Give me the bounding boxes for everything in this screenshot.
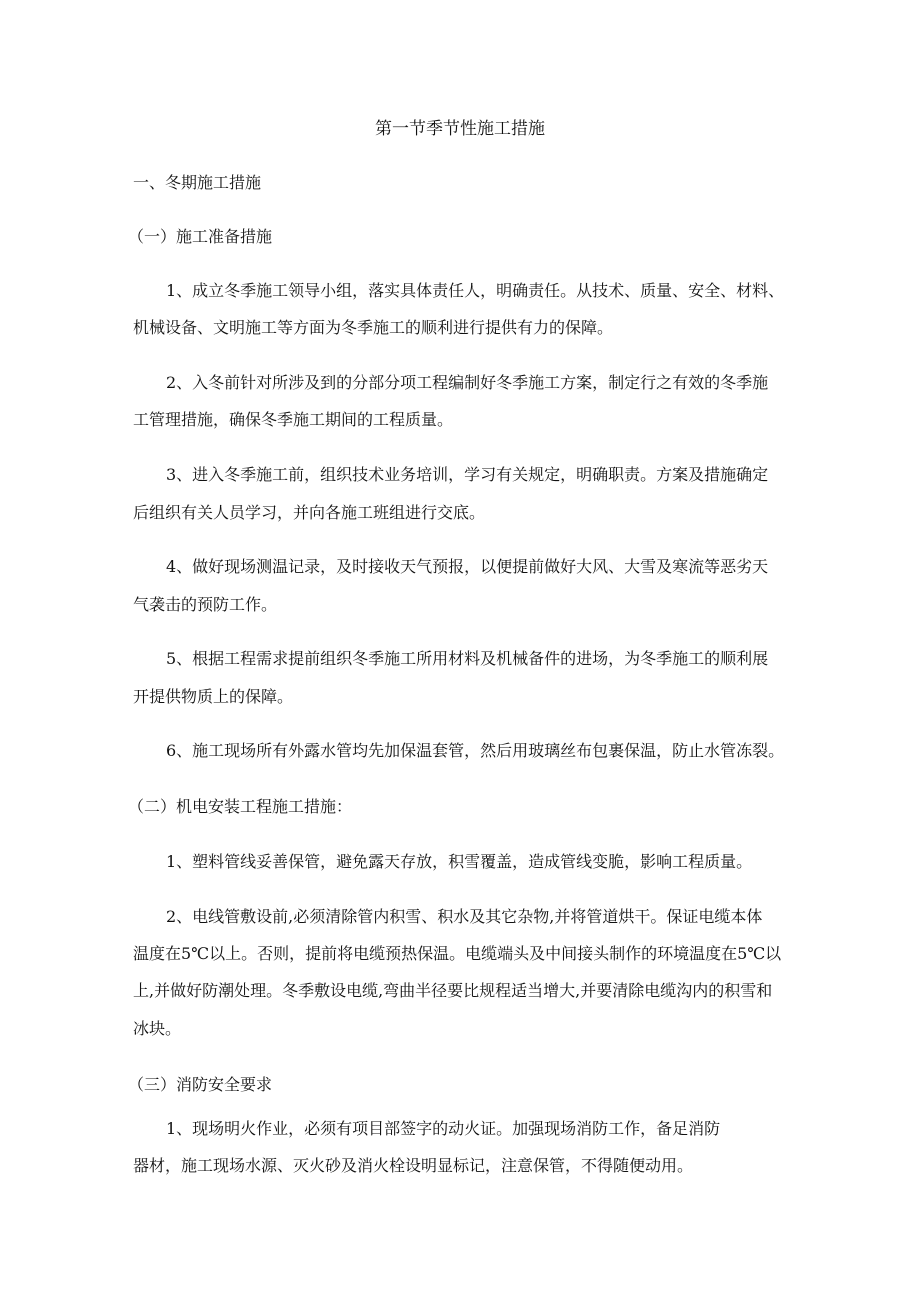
paragraph-line: 3、进入冬季施工前，组织技术业务培训，学习有关规定，明确职责。方案及措施确定 [166, 465, 769, 484]
section-heading-winter: 一、冬期施工措施 [133, 173, 262, 192]
paragraph-line: 温度在5℃以上。否则，提前将电缆预热保温。电缆端头及中间接头制作的环境温度在5℃以 [133, 944, 782, 963]
paragraph-line: 1、现场明火作业，必须有项目部签字的动火证。加强现场消防工作，备足消防 [166, 1119, 721, 1138]
paragraph-line: 5、根据工程需求提前组织冬季施工所用材料及机械备件的进场，为冬季施工的顺利展 [166, 649, 769, 668]
paragraph-line: 2、电线管敷设前,必须清除管内积雪、积水及其它杂物,并将管道烘干。保证电缆本体 [166, 907, 763, 926]
subsection-heading-preparation: （一）施工准备措施 [128, 227, 273, 246]
paragraph-line: 4、做好现场测温记录，及时接收天气预报，以便提前做好大风、大雪及寒流等恶劣天 [166, 557, 769, 576]
paragraph-line: 2、入冬前针对所涉及到的分部分项工程编制好冬季施工方案，制定行之有效的冬季施 [166, 373, 769, 392]
paragraph-line: 后组织有关人员学习，并向各施工班组进行交底。 [133, 503, 486, 522]
paragraph-line: 工管理措施，确保冬季施工期间的工程质量。 [133, 410, 454, 429]
subsection-heading-electrical: （二）机电安装工程施工措施： [128, 797, 353, 816]
paragraph-line: 开提供物质上的保障。 [133, 687, 294, 706]
paragraph-line: 机械设备、文明施工等方面为冬季施工的顺利进行提供有力的保障。 [133, 318, 614, 337]
page-title: 第一节季节性施工措施 [375, 119, 545, 139]
paragraph-line: 冰块。 [133, 1019, 182, 1038]
paragraph-line: 6、施工现场所有外露水管均先加保温套管，然后用玻璃丝布包裹保温，防止水管冻裂。 [166, 741, 785, 760]
paragraph-line: 器材，施工现场水源、灭火砂及消火栓设明显标记，注意保管，不得随便动用。 [133, 1156, 694, 1175]
subsection-heading-fire-safety: （三）消防安全要求 [128, 1075, 273, 1094]
paragraph-line: 上,并做好防潮处理。冬季敷设电缆,弯曲半径要比规程适当增大,并要清除电缆沟内的积雪和 [133, 981, 773, 1000]
paragraph-line: 气袭击的预防工作。 [133, 595, 278, 614]
paragraph-line: 1、塑料管线妥善保管，避免露天存放，积雪覆盖，造成管线变脆，影响工程质量。 [166, 852, 753, 871]
paragraph-line: 1、成立冬季施工领导小组，落实具体责任人，明确责任。从技术、质量、安全、材料、 [166, 281, 785, 300]
